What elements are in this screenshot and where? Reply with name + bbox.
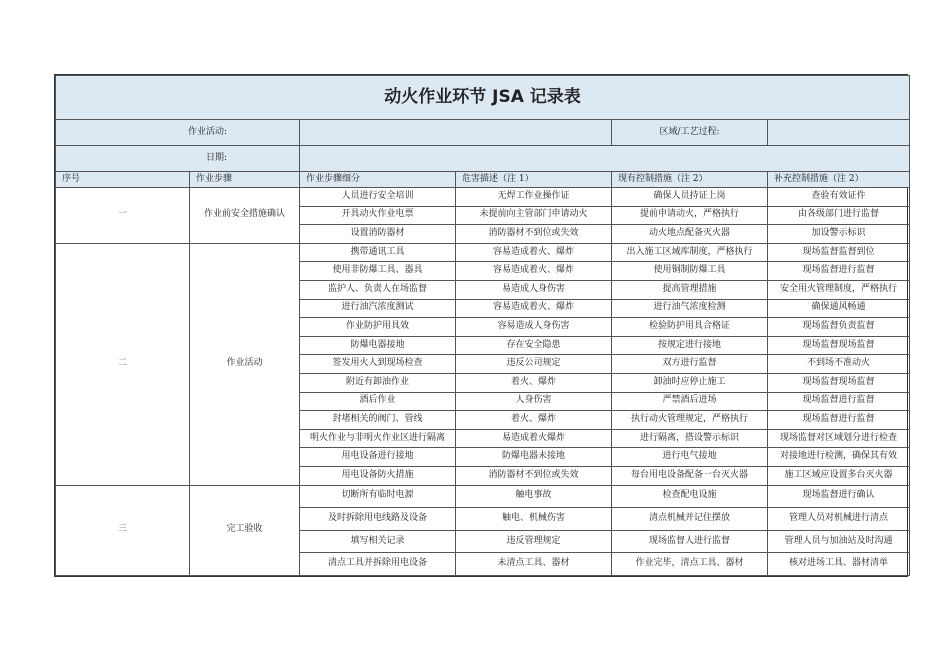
- supplementary-control-cell: 现场监督现场监督: [768, 336, 910, 355]
- substep-cell: 切断所有临时电源: [300, 485, 456, 508]
- hazard-cell: 容易造成着火、爆炸: [456, 299, 612, 318]
- supplementary-control-cell: 现场监督进行监督: [768, 262, 910, 281]
- existing-control-cell: 检验防护用具合格证: [612, 318, 768, 337]
- existing-control-cell: 执行动火管理规定，严格执行: [612, 411, 768, 430]
- existing-control-cell: 每台用电设备配备一台灭火器: [612, 466, 768, 485]
- hazard-cell: 无焊工作业操作证: [456, 188, 612, 207]
- existing-control-cell: 动火地点配备灭火器: [612, 225, 768, 244]
- table-row: [56, 243, 910, 262]
- supplementary-control-cell: 由各级部门进行监督: [768, 206, 910, 225]
- supplementary-control-cell: 查验有效证件: [768, 188, 910, 207]
- hazard-cell: 易造成人身伤害: [456, 280, 612, 299]
- header-existing-control: 现有控制措施（注 2）: [612, 172, 768, 188]
- area-label: 区域/工艺过程:: [612, 120, 768, 146]
- existing-control-cell: 提前申请动火，严格执行: [612, 206, 768, 225]
- jsa-record-sheet: [54, 74, 908, 577]
- supplementary-control-cell: 现场监督进行监督: [768, 411, 910, 430]
- existing-control-cell: 按规定进行接地: [612, 336, 768, 355]
- header-step: 作业步骤: [190, 172, 300, 188]
- substep-cell: 填写相关记录: [300, 530, 456, 553]
- supplementary-control-cell: 现场监督进行确认: [768, 485, 910, 508]
- existing-control-cell: 清点机械并记住摆放: [612, 508, 768, 531]
- substep-cell: 携带通讯工具: [300, 243, 456, 262]
- substep-cell: 防爆电器接地: [300, 336, 456, 355]
- substep-cell: 使用非防爆工具、器具: [300, 262, 456, 281]
- existing-control-cell: 卸油时应停止施工: [612, 373, 768, 392]
- hazard-cell: 违反公司规定: [456, 355, 612, 374]
- date-field[interactable]: [300, 146, 910, 172]
- substep-cell: 清点工具并拆除用电设备: [300, 553, 456, 576]
- substep-cell: 签发用火人到现场检查: [300, 355, 456, 374]
- existing-control-cell: 进行隔离，搭设警示标识: [612, 429, 768, 448]
- existing-control-cell: 进行电气接地: [612, 448, 768, 467]
- hazard-cell: 触电事故: [456, 485, 612, 508]
- supplementary-control-cell: 确保通风畅通: [768, 299, 910, 318]
- existing-control-cell: 检查配电设施: [612, 485, 768, 508]
- group-number-cell: 三: [56, 485, 190, 575]
- hazard-cell: 未提前向主管部门申请动火: [456, 206, 612, 225]
- hazard-cell: 容易造成着火、爆炸: [456, 243, 612, 262]
- supplementary-control-cell: 不到场不准动火: [768, 355, 910, 374]
- supplementary-control-cell: 现场监督监督到位: [768, 243, 910, 262]
- header-substep: 作业步骤细分: [300, 172, 456, 188]
- hazard-cell: 存在安全隐患: [456, 336, 612, 355]
- header-hazard: 危害描述（注 1）: [456, 172, 612, 188]
- supplementary-control-cell: 对接地进行检测，确保其有效: [768, 448, 910, 467]
- table-row: [56, 188, 910, 207]
- existing-control-cell: 作业完毕，清点工具、器材: [612, 553, 768, 576]
- hazard-cell: 消防器材不到位或失效: [456, 225, 612, 244]
- substep-cell: 用电设备防火措施: [300, 466, 456, 485]
- table-row: [56, 485, 910, 508]
- substep-cell: 进行油汽浓度测试: [300, 299, 456, 318]
- group-step-cell: 作业前安全措施确认: [190, 188, 300, 244]
- substep-cell: 封堵相关的阀门、管线: [300, 411, 456, 430]
- hazard-cell: 容易造成人身伤害: [456, 318, 612, 337]
- area-field[interactable]: [768, 120, 910, 146]
- supplementary-control-cell: 核对进场工具、器材清单: [768, 553, 910, 576]
- hazard-cell: 着火、爆炸: [456, 411, 612, 430]
- substep-cell: 附近有卸油作业: [300, 373, 456, 392]
- existing-control-cell: 提高管理措施: [612, 280, 768, 299]
- jsa-table: [55, 75, 910, 576]
- substep-cell: 明火作业与非明火作业区进行隔离: [300, 429, 456, 448]
- date-label: 日期:: [56, 146, 300, 172]
- existing-control-cell: 严禁酒后进场: [612, 392, 768, 411]
- substep-cell: 及时拆除用电线路及设备: [300, 508, 456, 531]
- existing-control-cell: 确保人员持证上岗: [612, 188, 768, 207]
- supplementary-control-cell: 施工区域应设置多台灭火器: [768, 466, 910, 485]
- group-step-cell: 完工验收: [190, 485, 300, 575]
- substep-cell: 作业防护用具效: [300, 318, 456, 337]
- supplementary-control-cell: 现场监督对区域划分进行检查: [768, 429, 910, 448]
- header-supplementary-control: 补充控制措施（注 2）: [768, 172, 910, 188]
- existing-control-cell: 出入施工区域库制度，严格执行: [612, 243, 768, 262]
- supplementary-control-cell: 安全用火管理制度，严格执行: [768, 280, 910, 299]
- hazard-cell: 防爆电器未接地: [456, 448, 612, 467]
- hazard-cell: 未清点工具、器材: [456, 553, 612, 576]
- hazard-cell: 容易造成着火、爆炸: [456, 262, 612, 281]
- existing-control-cell: 进行油气浓度检测: [612, 299, 768, 318]
- substep-cell: 开具动火作业电票: [300, 206, 456, 225]
- existing-control-cell: 现场监督人进行监督: [612, 530, 768, 553]
- substep-cell: 人员进行安全培训: [300, 188, 456, 207]
- supplementary-control-cell: 现场监督现场监督: [768, 373, 910, 392]
- activity-label: 作业活动:: [56, 120, 300, 146]
- supplementary-control-cell: 管理人员对机械进行清点: [768, 508, 910, 531]
- hazard-cell: 违反管理规定: [456, 530, 612, 553]
- header-no: 序号: [56, 172, 190, 188]
- supplementary-control-cell: 加设警示标识: [768, 225, 910, 244]
- supplementary-control-cell: 管理人员与加油站及时沟通: [768, 530, 910, 553]
- activity-field[interactable]: [300, 120, 612, 146]
- existing-control-cell: 使用铜制防爆工具: [612, 262, 768, 281]
- substep-cell: 酒后作业: [300, 392, 456, 411]
- group-step-cell: 作业活动: [190, 243, 300, 485]
- supplementary-control-cell: 现场监督负责监督: [768, 318, 910, 337]
- sheet-title: 动火作业环节 JSA 记录表: [56, 76, 910, 120]
- hazard-cell: 着火、爆炸: [456, 373, 612, 392]
- hazard-cell: 触电、机械伤害: [456, 508, 612, 531]
- hazard-cell: 消防器材不到位或失效: [456, 466, 612, 485]
- substep-cell: 设置消防器材: [300, 225, 456, 244]
- substep-cell: 用电设备进行接地: [300, 448, 456, 467]
- supplementary-control-cell: 现场监督进行监督: [768, 392, 910, 411]
- group-number-cell: 二: [56, 243, 190, 485]
- existing-control-cell: 双方进行监督: [612, 355, 768, 374]
- substep-cell: 监护人、负责人在场监督: [300, 280, 456, 299]
- group-number-cell: 一: [56, 188, 190, 244]
- hazard-cell: 人身伤害: [456, 392, 612, 411]
- hazard-cell: 易造成着火爆炸: [456, 429, 612, 448]
